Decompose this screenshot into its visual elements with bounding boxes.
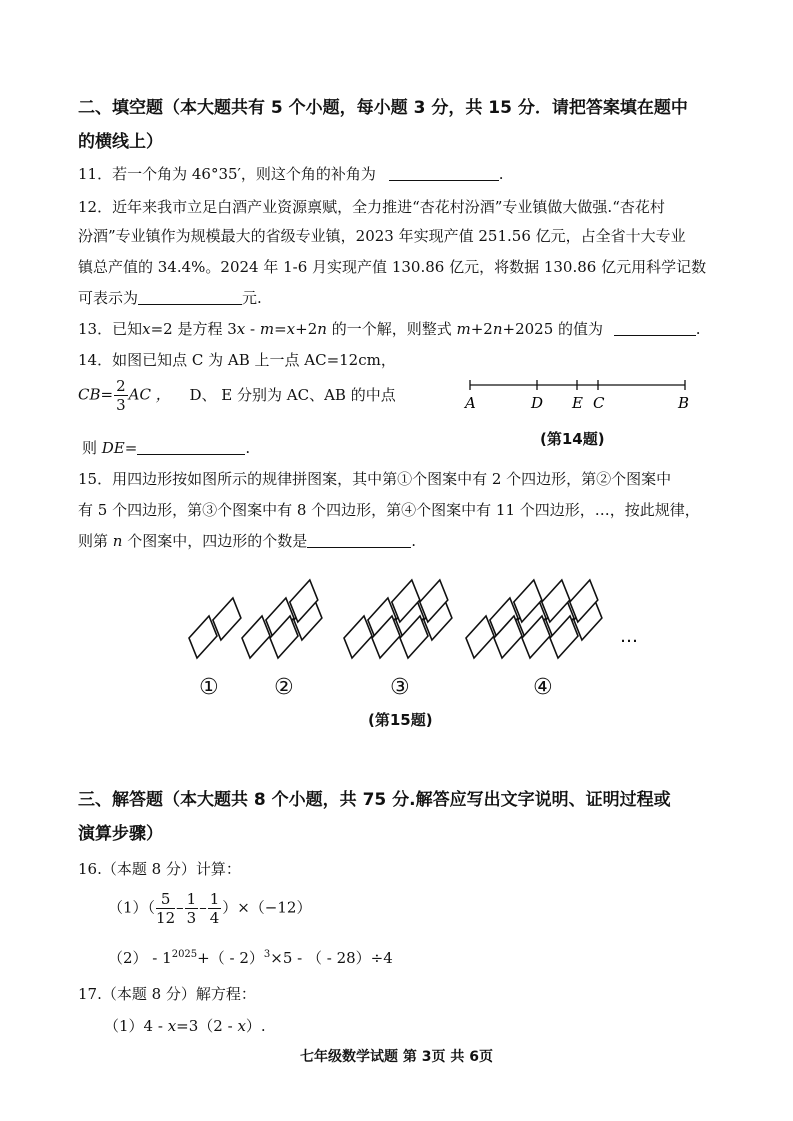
q17-part1 [104, 1015, 266, 1036]
q16-p2-c: ×5 - （ - 28）÷4 [270, 949, 393, 967]
q13-var-m: m [456, 320, 471, 338]
q13-var-m: m [259, 320, 275, 338]
q14-line3 [82, 437, 250, 458]
point-label-a: A [465, 394, 476, 412]
q16-p1-suffix: ）×（−12） [222, 898, 312, 917]
pattern-3-rhombus [344, 616, 372, 658]
q16-frac-5-12 [156, 890, 175, 927]
q14-cb-label: CB= [78, 385, 114, 404]
q15-answer-blank[interactable] [307, 533, 411, 548]
q15-line3 [78, 530, 416, 551]
q13-text-2: =2 是方程 3 [150, 320, 237, 338]
pattern-4-rhombus [466, 616, 494, 658]
q15-end: . [411, 532, 417, 550]
q14-end: . [245, 439, 251, 457]
q13-end: . [695, 320, 701, 338]
question-11 [78, 163, 504, 184]
q12-line4-suffix: 元. [242, 289, 262, 307]
q13-answer-blank[interactable] [614, 321, 696, 336]
q16-f3-den: 4 [209, 909, 220, 927]
point-label-c: C [593, 394, 605, 412]
q16-title: 16.（本题 8 分）计算： [78, 860, 241, 878]
q13-var-x: x [236, 320, 246, 338]
pattern-ellipsis: … [620, 626, 638, 647]
q15-line1: 15．用四边形按如图所示的规律拼图案，其中第①个图案中有 2 个四边形，第②个图案中 [78, 470, 672, 488]
q11-end: . [498, 165, 504, 183]
q16-f2-den: 3 [186, 909, 197, 927]
q16-f1-num: 5 [156, 890, 175, 909]
q13-text-5: +2 [295, 320, 318, 338]
pattern-1-rhombus [213, 598, 241, 640]
q14-fraction [114, 377, 128, 414]
q16-part2 [108, 947, 393, 968]
q13-var-n: n [492, 320, 503, 338]
q14-caption: (第14题) [540, 430, 605, 448]
q13-text-1: 13．已知 [78, 320, 143, 338]
section2-heading-line1: 二、填空题（本大题共有 5 个小题，每小题 3 分，共 15 分．请把答案填在题中 [78, 98, 688, 118]
pattern-label-4: ④ [533, 675, 553, 700]
q13-text-8: +2025 的值为 [502, 320, 604, 338]
section3-heading-line1: 三、解答题（本大题共 8 个小题，共 75 分.解答应写出文字说明、证明过程或 [78, 790, 671, 810]
q14-frac-num: 2 [116, 377, 126, 395]
q12-answer-blank[interactable] [138, 290, 242, 305]
q16-minus-2: – [199, 898, 207, 917]
q16-p2-exp-1: 2025 [171, 949, 198, 960]
q14-answer-blank[interactable] [137, 440, 245, 455]
section2-heading-line2: 的横线上） [78, 132, 163, 152]
q17-title: 17.（本题 8 分）解方程： [78, 985, 256, 1003]
rhombus-patterns [189, 580, 602, 658]
pattern-label-1: ① [199, 675, 219, 700]
question-13 [78, 318, 701, 339]
q12-line4-prefix: 可表示为 [78, 289, 139, 307]
q16-f3-num: 1 [209, 890, 220, 908]
q16-f2-num: 1 [186, 890, 197, 908]
q15-var-n: n [112, 532, 123, 550]
q16-frac-1-4 [208, 890, 222, 927]
pattern-2-rhombus [242, 616, 270, 658]
q16-minus-1: – [176, 898, 184, 917]
point-label-e: E [572, 394, 583, 412]
pattern-label-2: ② [274, 675, 294, 700]
q12-line1: 12．近年来我市立足白酒产业资源禀赋，全力推进“杏花村汾酒”专业镇做大做强.“杏花村 [78, 198, 665, 216]
q16-p2-a: （2） - 1 [108, 949, 172, 967]
section3-heading-line2: 演算步骤） [78, 824, 163, 844]
q16-part1 [108, 890, 311, 927]
point-label-b: B [678, 394, 690, 412]
q17-var-x: x [237, 1017, 246, 1035]
q14-line2 [78, 377, 396, 414]
q16-p2-exp-2: 3 [263, 949, 271, 960]
q13-var-n: n [317, 320, 327, 338]
q14-midpoints-text: D、 E 分别为 AC、AB 的中点 [189, 385, 396, 404]
q13-var-x: x [286, 320, 296, 338]
q16-frac-1-3 [185, 890, 199, 927]
q13-text-3: - [245, 320, 260, 338]
q13-text-4: = [274, 320, 287, 338]
point-label-d: D [531, 394, 544, 412]
q16-p2-b: +（ - 2） [197, 949, 264, 967]
q12-line3: 镇总产值的 34.4%。2024 年 1-6 月实现产值 130.86 亿元，将数据 130.86 亿元用科学记数 [78, 258, 707, 276]
q14-line1: 14．如图已知点 C 为 AB 上一点 AC=12cm， [78, 351, 396, 369]
q11-answer-blank[interactable] [389, 166, 499, 181]
q17-p1-b: =3（2 - [176, 1017, 238, 1035]
pattern-label-3: ③ [390, 675, 410, 700]
q11-text: 11．若一个角为 46°35′，则这个角的补角为 [78, 165, 376, 183]
q14-frac-den: 3 [116, 396, 126, 414]
q13-text-6: 的一个解，则整式 [326, 320, 457, 338]
q14-segment-figure [462, 376, 702, 414]
q15-line2: 有 5 个四边形，第③个图案中有 8 个四边形，第④个图案中有 11 个四边形，…，按此规律， [78, 501, 700, 519]
q16-p1-prefix: （1）（ [108, 898, 156, 917]
q12-line2: 汾酒”专业镇作为规模最大的省级专业镇，2023 年实现产值 251.56 亿元，占全省十大专业 [78, 227, 686, 245]
q14-de-label: DE= [101, 439, 138, 457]
q17-p1-a: （1）4 - [104, 1017, 168, 1035]
q15-line3-prefix: 则第 [78, 532, 113, 550]
q14-line3-prefix: 则 [82, 439, 102, 457]
q15-caption: (第15题) [368, 711, 433, 729]
q16-f1-den: 12 [156, 909, 176, 927]
q17-p1-c: ）. [245, 1017, 266, 1035]
q17-var-x: x [167, 1017, 177, 1035]
q14-ac-label: AC ， [128, 385, 171, 404]
q15-line3-mid: 个图案中，四边形的个数是 [122, 532, 308, 550]
pattern-1-rhombus [189, 616, 217, 658]
page-footer: 七年级数学试题 第 3页 共 6页 [300, 1049, 493, 1065]
q12-line4 [78, 287, 262, 308]
q13-var-x: x [142, 320, 151, 338]
q13-text-7: +2 [470, 320, 493, 338]
q15-pattern-figure [180, 570, 650, 670]
